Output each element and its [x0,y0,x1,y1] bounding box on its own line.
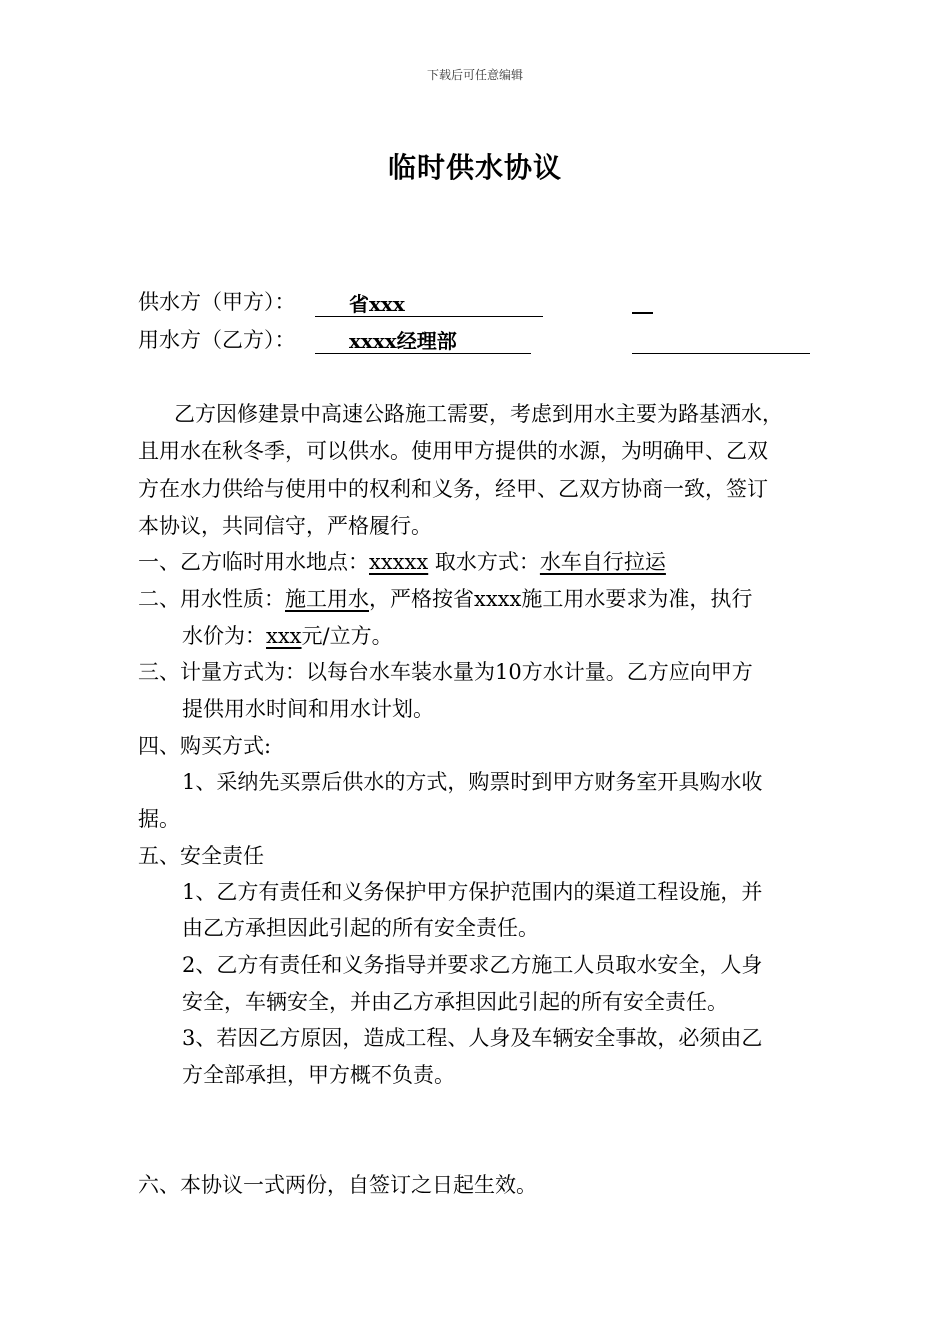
user-line [138,325,296,355]
user-name-field [315,325,531,354]
clause-2-price-line [182,621,393,651]
clause-5-item-3-line-1: 3、若因乙方原因，造成工程、人身及车辆安全事故，必须由乙 [182,1026,763,1050]
clause-2 [138,584,752,614]
intro-line-1: 乙方因修建景中高速公路施工需要，考虑到用水主要为路基洒水， [174,402,783,426]
clause-3-line-1: 三、计量方式为：以每台水车装水量为10方水计量。乙方应向甲方 [138,660,753,684]
supplier-name-field [315,288,543,317]
document-title: 临时供水协议 [387,151,562,184]
clause-2-price: xxx [266,624,302,648]
clause-5-item-2-line-2: 安全，车辆安全，并由乙方承担因此引起的所有安全责任。 [182,990,728,1014]
clause-1-location: xxxxx [369,550,429,574]
clause-4-item-1-line-1: 1、采纳先买票后供水的方式，购票时到甲方财务室开具购水收 [182,770,763,794]
clause-2-rest: ，严格按省xxxx施工用水要求为准，执行 [369,587,753,611]
clause-3-line-2: 提供用水时间和用水计划。 [182,697,434,721]
supplier-line [138,287,296,317]
clause-6: 六、本协议一式两份，自签订之日起生效。 [138,1173,537,1197]
clause-2-price-suffix: 元/立方。 [301,624,393,648]
supplier-name: 省xxx [349,292,405,316]
clause-5-heading: 五、安全责任 [138,844,264,868]
intro-line-3: 方在水力供给与使用中的权利和义务，经甲、乙双方协商一致，签订 [138,477,768,501]
clause-5-item-2-line-1: 2、乙方有责任和义务指导并要求乙方施工人员取水安全，人身 [182,953,763,977]
clause-2-price-prefix: 水价为： [182,624,266,648]
clause-1-prefix: 一、乙方临时用水地点： [138,550,369,574]
clause-2-prefix: 二、用水性质： [138,587,285,611]
clause-1-method: 水车自行拉运 [539,550,666,574]
user-name: xxxx经理部 [349,329,457,353]
clause-1-middle: 取水方式： [428,550,540,574]
intro-line-2: 且用水在秋冬季，可以供水。使用甲方提供的水源，为明确甲、乙双 [138,439,768,463]
supplier-label: 供水方（甲方）： [138,290,296,314]
header-note: 下载后可任意编辑 [426,68,523,82]
intro-line-4: 本协议，共同信守，严格履行。 [138,514,432,538]
clause-5-item-3-line-2: 方全部承担，甲方概不负责。 [182,1063,455,1087]
clause-2-nature: 施工用水 [285,587,369,611]
user-blank-line [632,325,810,354]
supplier-trailing: __ [632,289,653,314]
clause-4-item-1-line-2: 据。 [138,807,180,831]
clause-5-item-1-line-2: 由乙方承担因此引起的所有安全责任。 [182,916,539,940]
user-label: 用水方（乙方）： [138,328,296,352]
clause-4-heading: 四、购买方式: [138,734,272,758]
clause-5-item-1-line-1: 1、乙方有责任和义务保护甲方保护范围内的渠道工程设施，并 [182,880,763,904]
clause-1 [138,547,666,577]
